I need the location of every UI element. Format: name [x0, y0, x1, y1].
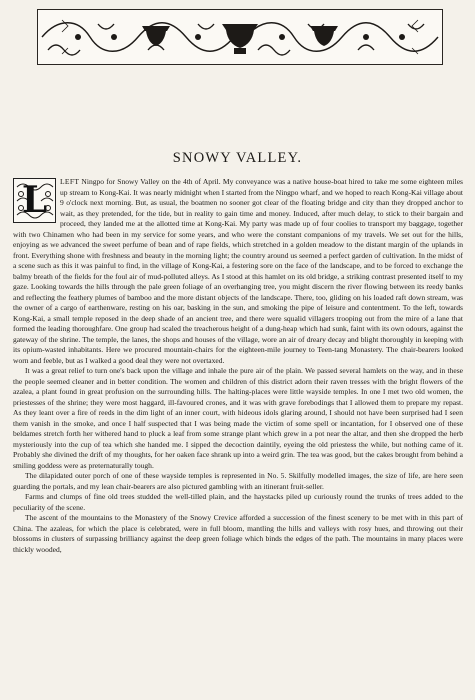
ornament-scroll-icon: [38, 10, 442, 64]
paragraph-5: The ascent of the mountains to the Monastery of the Snowy Crevice afforded a succession of the finest scenery to be met with in this part of China. The azaleas, for which the place is celebrated, were in full bloom, mantling the hills and valleys with rosy hues, and throwing out their blossoms in clusters of surpassing brilliancy against the deep green foliage which binds the edges of the path. The mountains in many places were thickly wooded,: [13, 513, 463, 554]
drop-cap-space: [13, 177, 58, 222]
paragraph-1: [13, 177, 463, 366]
paragraph-2: It was a great relief to turn one's back upon the village and inhale the pure air of the plain. We passed several hamlets on the way, and in these the people seemed cleaner and in better condition. The women and children of this district adorn their raven tresses with the bright flowers of the azalea, a plant found in great profusion on the surrounding hills. The halting-places were little wayside temples. In one I met two old women, the priestesses of the shrine; they were most haggard, ill-favoured crones, and it was with grave forebodings that I allowed them to prepare my repast. As they leant over a fire of reeds in the dim light of an inner court, with hideous idols glaring around, I should not have been surprised had I seen them vanish in the smoke, and once I half suspected that I was being made the victim of some spell or incantation, for I observed one of these beldames stretch forth her withered hand to pluck a leaf from some strange plant which grew in a pot near the altar, and then she dropped the herb mysteriously into the cup of tea which she handed me. I sipped the decoction daintily, eyeing the old priestess the while, but nothing came of it. Probably she divined the drift of my thoughts, for her oaken face shrank up into a weird grin. The tea was good, but the cakes brought from behind a smiling goddess were as preternaturally tough.: [13, 366, 463, 470]
drop-cap-letter: L: [21, 179, 48, 221]
chapter-title: SNOWY VALLEY.: [172, 150, 303, 166]
paragraph-3: The dilapidated outer porch of one of these wayside temples is represented in No. 5. Skilfully modelled images, the size of life, are here seen guarding the portals, and my lean chair-bearers are also pictured gambling with an itinerant fruit-seller.: [13, 471, 463, 491]
paragraph-1-text: Ningpo for Snowy Valley on the 4th of April. My conveyance was a native house-boat hired to take me some eighteen miles up stream to Kong-Kai. It was nearly midnight when I started from the Ningpo wharf, and we hoped to reach Kong-Kai village about 9 o'clock next morning. But, as usual, the boatmen no sooner got clear of the floating bridge and city than they dropped anchor to wait, as they pretended, for the tide, but in reality to gain time and money. Induced, after much delay, to stick to their bargain and proceed, they landed me at the allotted time at Kong-Kai. My party was made up of four coolies to transport my baggage, together with two Chinamen who had been in my service for some years, and who were the constant companions of my travels. We set out for the hills, enjoying as we advanced the sweet perfume of bean and of rape fields, which stretched in a golden meadow to the distant margin of the uplands in front. Everything shone with freshness and beauty in the morning light; the country around us seemed a perfect garden of cultivation. In the midst of a scene such as this it was painful to find, in the village of Kong-Kai, a festering sore on the face of the landscape, and to be forced to exchange the balmy breath of the fields for the foul air of mud-polluted alleys. As I stood at this hamlet on its old bridge, a striking contrast presented itself to my gaze. Looking towards the hills through the pale green foliage of an overhanging tree, you might discern the river flowing between its reedy banks and reflecting the feathery plumes of bamboo and the more distant objects of the landscape. There, too, gliding on his loaded raft down stream, was the owner of a cargo of earthenware, resting on his oar, basking in the sun, and smoking the pipe of leisure and contentment. To the left, towards Kong-Kai, a small temple reposed in the deep shade of an ancient tree, and there were squalid villagers trooping out from the mire of a lane that formed the leading thoroughfare. One group had scaled the treacherous height of a dung-heap which had sunk, faint with its own odours, against the gateway of the shrine. The temple, the lanes, the shops and houses of the village, wore an air of dreary decay and blight thoroughly in keeping with its opium-wasted inhabitants. Here we procured mountain-chairs for the eighteen-mile journey to Teen-tang Monastery. The chair-bearers looked worn and feeble, but as I walked a good deal they were not overtaxed.: [13, 177, 463, 365]
article-body: [13, 177, 463, 555]
paragraph-4: Farms and clumps of fine old trees studded the well-tilled plain, and the haystacks piled up curiously round the trunks of trees added to the peculiarity of the scene.: [13, 492, 463, 512]
first-word: LEFT: [60, 177, 80, 186]
ornamental-header-banner: [37, 9, 443, 65]
